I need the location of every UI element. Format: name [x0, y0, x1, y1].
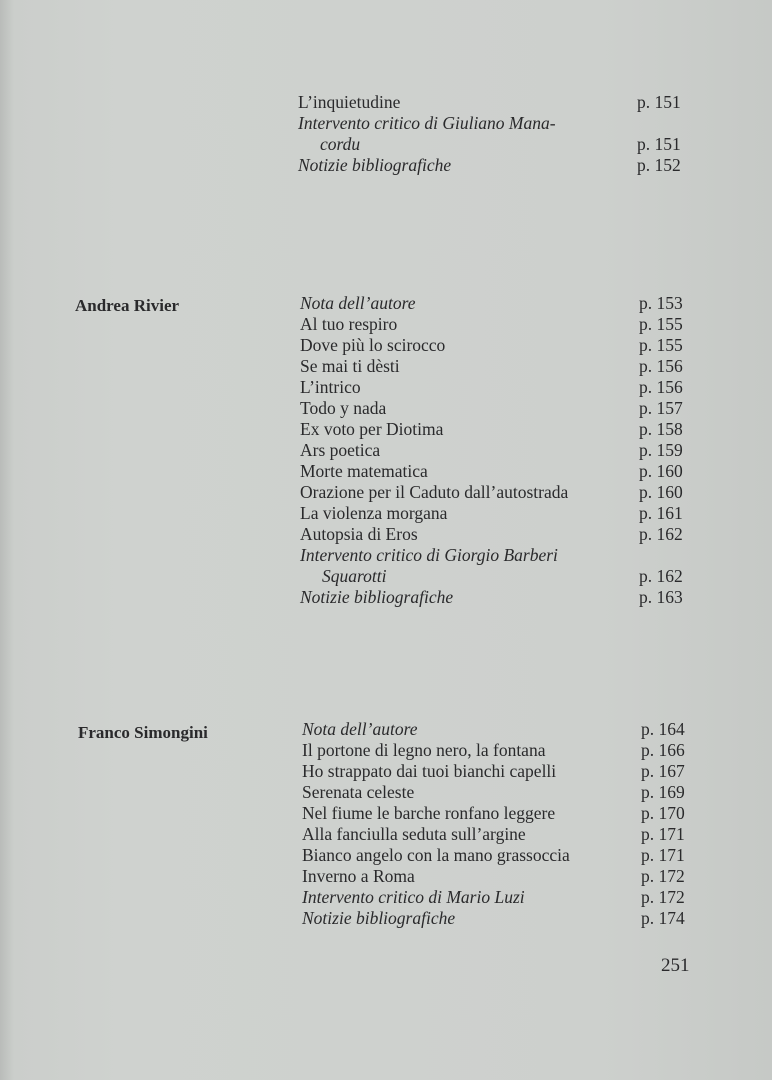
- entry-title: Morte matematica: [300, 461, 428, 481]
- toc-entry: [298, 155, 698, 176]
- toc-entry: [300, 503, 700, 524]
- toc-entry: [300, 524, 700, 545]
- toc-entry: [302, 866, 702, 887]
- entry-page: p. 155: [639, 335, 683, 355]
- toc-entry: [302, 887, 702, 908]
- toc-entry: [302, 782, 702, 803]
- toc-entry: [300, 545, 700, 566]
- entry-title: cordu: [320, 134, 361, 154]
- toc-entry: [300, 314, 700, 335]
- entry-title: Todo y nada: [300, 398, 387, 418]
- entry-page: p. 157: [639, 398, 683, 418]
- entry-title: Notizie bibliografiche: [300, 587, 454, 607]
- toc-entry: [300, 293, 700, 314]
- entry-title: L’inquietudine: [298, 92, 401, 112]
- entry-title: Se mai ti dèsti: [300, 356, 400, 376]
- entry-page: p. 158: [639, 419, 683, 439]
- toc-entry: [302, 908, 702, 929]
- entry-title: L’intrico: [300, 377, 361, 397]
- entry-title: Nota dell’autore: [300, 293, 416, 313]
- toc-entry: [300, 566, 700, 587]
- entry-title: Nota dell’autore: [302, 719, 418, 739]
- toc-entry: [298, 113, 698, 134]
- toc-entry: [302, 803, 702, 824]
- entry-title: Inverno a Roma: [302, 866, 415, 886]
- author-name: Andrea Rivier: [75, 296, 180, 315]
- entry-title: Nel fiume le barche ronfano leggere: [302, 803, 556, 823]
- entry-page: p. 174: [641, 908, 685, 928]
- entry-page: p. 153: [639, 293, 683, 313]
- entry-title: Dove più lo scirocco: [300, 335, 446, 355]
- entry-page: p. 167: [641, 761, 685, 781]
- entry-title: Intervento critico di Giorgio Barberi: [300, 545, 558, 565]
- entry-page: p. 162: [639, 524, 683, 544]
- toc-entry: [300, 377, 700, 398]
- entry-page: p. 156: [639, 377, 683, 397]
- entry-page: p. 171: [641, 824, 685, 844]
- entry-page: p. 171: [641, 845, 685, 865]
- entry-title: Il portone di legno nero, la fontana: [302, 740, 546, 760]
- entry-page: p. 160: [639, 461, 683, 481]
- entry-page: p. 155: [639, 314, 683, 334]
- entry-page: p. 163: [639, 587, 683, 607]
- entry-page: p. 164: [641, 719, 685, 739]
- toc-entry: [298, 134, 698, 155]
- toc-entry: [300, 419, 700, 440]
- entry-title: Notizie bibliografiche: [302, 908, 456, 928]
- author-name: Franco Simongini: [78, 723, 208, 742]
- toc-entries: [298, 92, 698, 176]
- toc-entry: [300, 587, 700, 608]
- toc-entry: [302, 740, 702, 761]
- toc-entry: [300, 356, 700, 377]
- entry-page: p. 156: [639, 356, 683, 376]
- entry-title: Bianco angelo con la mano grassoccia: [302, 845, 570, 865]
- toc-entry: [302, 719, 702, 740]
- entry-title: Squarotti: [322, 566, 387, 586]
- entry-page: p. 152: [637, 155, 681, 175]
- toc-entry: [300, 461, 700, 482]
- entry-title: Alla fanciulla seduta sull’argine: [302, 824, 526, 844]
- toc-entry: [298, 92, 698, 113]
- entry-page: p. 151: [637, 134, 681, 154]
- entry-title: Autopsia di Eros: [300, 524, 418, 544]
- entry-title: Serenata celeste: [302, 782, 415, 802]
- entry-page: p. 160: [639, 482, 683, 502]
- entry-page: p. 159: [639, 440, 683, 460]
- entry-title: Ho strappato dai tuoi bianchi capelli: [302, 761, 557, 781]
- entry-page: p. 172: [641, 887, 685, 907]
- toc-entry: [302, 845, 702, 866]
- toc-entry: [302, 824, 702, 845]
- toc-entry: [300, 398, 700, 419]
- entry-title: Ars poetica: [300, 440, 381, 460]
- entry-page: p. 162: [639, 566, 683, 586]
- entry-title: Orazione per il Caduto dall’autostrada: [300, 482, 569, 502]
- toc-entry: [300, 482, 700, 503]
- entry-title: Notizie bibliografiche: [298, 155, 452, 175]
- entry-title: La violenza morgana: [300, 503, 448, 523]
- entry-title: Ex voto per Diotima: [300, 419, 444, 439]
- entry-title: Al tuo respiro: [300, 314, 398, 334]
- entry-page: p. 151: [637, 92, 681, 112]
- entry-title: Intervento critico di Giuliano Mana-: [298, 113, 556, 133]
- toc-entry: [302, 761, 702, 782]
- toc-entry: [300, 440, 700, 461]
- entry-page: p. 172: [641, 866, 685, 886]
- entry-page: p. 166: [641, 740, 685, 760]
- entry-title: Intervento critico di Mario Luzi: [302, 887, 525, 907]
- entry-page: p. 170: [641, 803, 685, 823]
- page-number: 251: [661, 955, 690, 976]
- toc-entry: [300, 335, 700, 356]
- entry-page: p. 161: [639, 503, 683, 523]
- entry-page: p. 169: [641, 782, 685, 802]
- toc-entries: [300, 293, 700, 608]
- toc-entries: [302, 719, 702, 929]
